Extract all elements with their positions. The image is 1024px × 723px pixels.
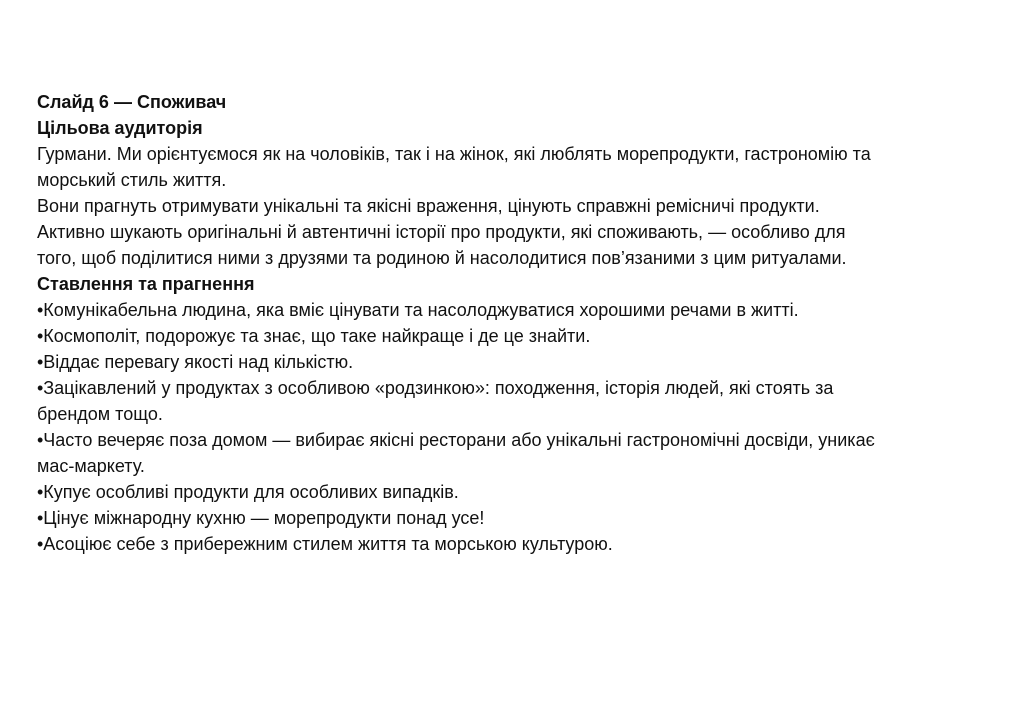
bullet-line: •Асоціює себе з прибережним стилем життя та морською культурою. (37, 534, 613, 554)
bullet-line: •Часто вечеряє поза домом — вибирає якісні ресторани або унікальні гастрономічні досвіди, уникає (37, 430, 875, 450)
bullet-line: •Купує особливі продукти для особливих випадків. (37, 482, 459, 502)
bullet-line: •Комунікабельна людина, яка вміє цінувати та насолоджуватися хорошими речами в житті. (37, 300, 799, 320)
bullet-line: брендом тощо. (37, 404, 163, 424)
bullet-line: •Цінує міжнародну кухню — морепродукти понад усе! (37, 508, 485, 528)
bullet-line: •Зацікавлений у продуктах з особливою «родзинкою»: походження, історія людей, які стоять за (37, 378, 834, 398)
bullet-line: мас-маркету. (37, 456, 145, 476)
target-text-line: Гурмани. Ми орієнтуємося як на чоловіків, так і на жінок, які люблять морепродукти, гастрономію та (37, 144, 871, 164)
bullet-line: •Віддає перевагу якості над кількістю. (37, 352, 354, 372)
attitudes-heading: Ставлення та прагнення (37, 274, 255, 294)
slide-text-block (37, 89, 997, 557)
target-text-line: Вони прагнуть отримувати унікальні та якісні враження, цінують справжні ремісничі продукти. (37, 196, 820, 216)
slide-title: Слайд 6 — Споживач (37, 92, 227, 112)
target-text-line: того, щоб поділитися ними з друзями та родиною й насолодитися пов’язаними з цим ритуалами. (37, 248, 847, 268)
target-text-line: морський стиль життя. (37, 170, 227, 190)
bullet-line: •Космополіт, подорожує та знає, що таке найкраще і де це знайти. (37, 326, 591, 346)
target-text-line: Активно шукають оригінальні й автентичні історії про продукти, які споживають, — особливо для (37, 222, 846, 242)
target-audience-heading: Цільова аудиторія (37, 118, 203, 138)
